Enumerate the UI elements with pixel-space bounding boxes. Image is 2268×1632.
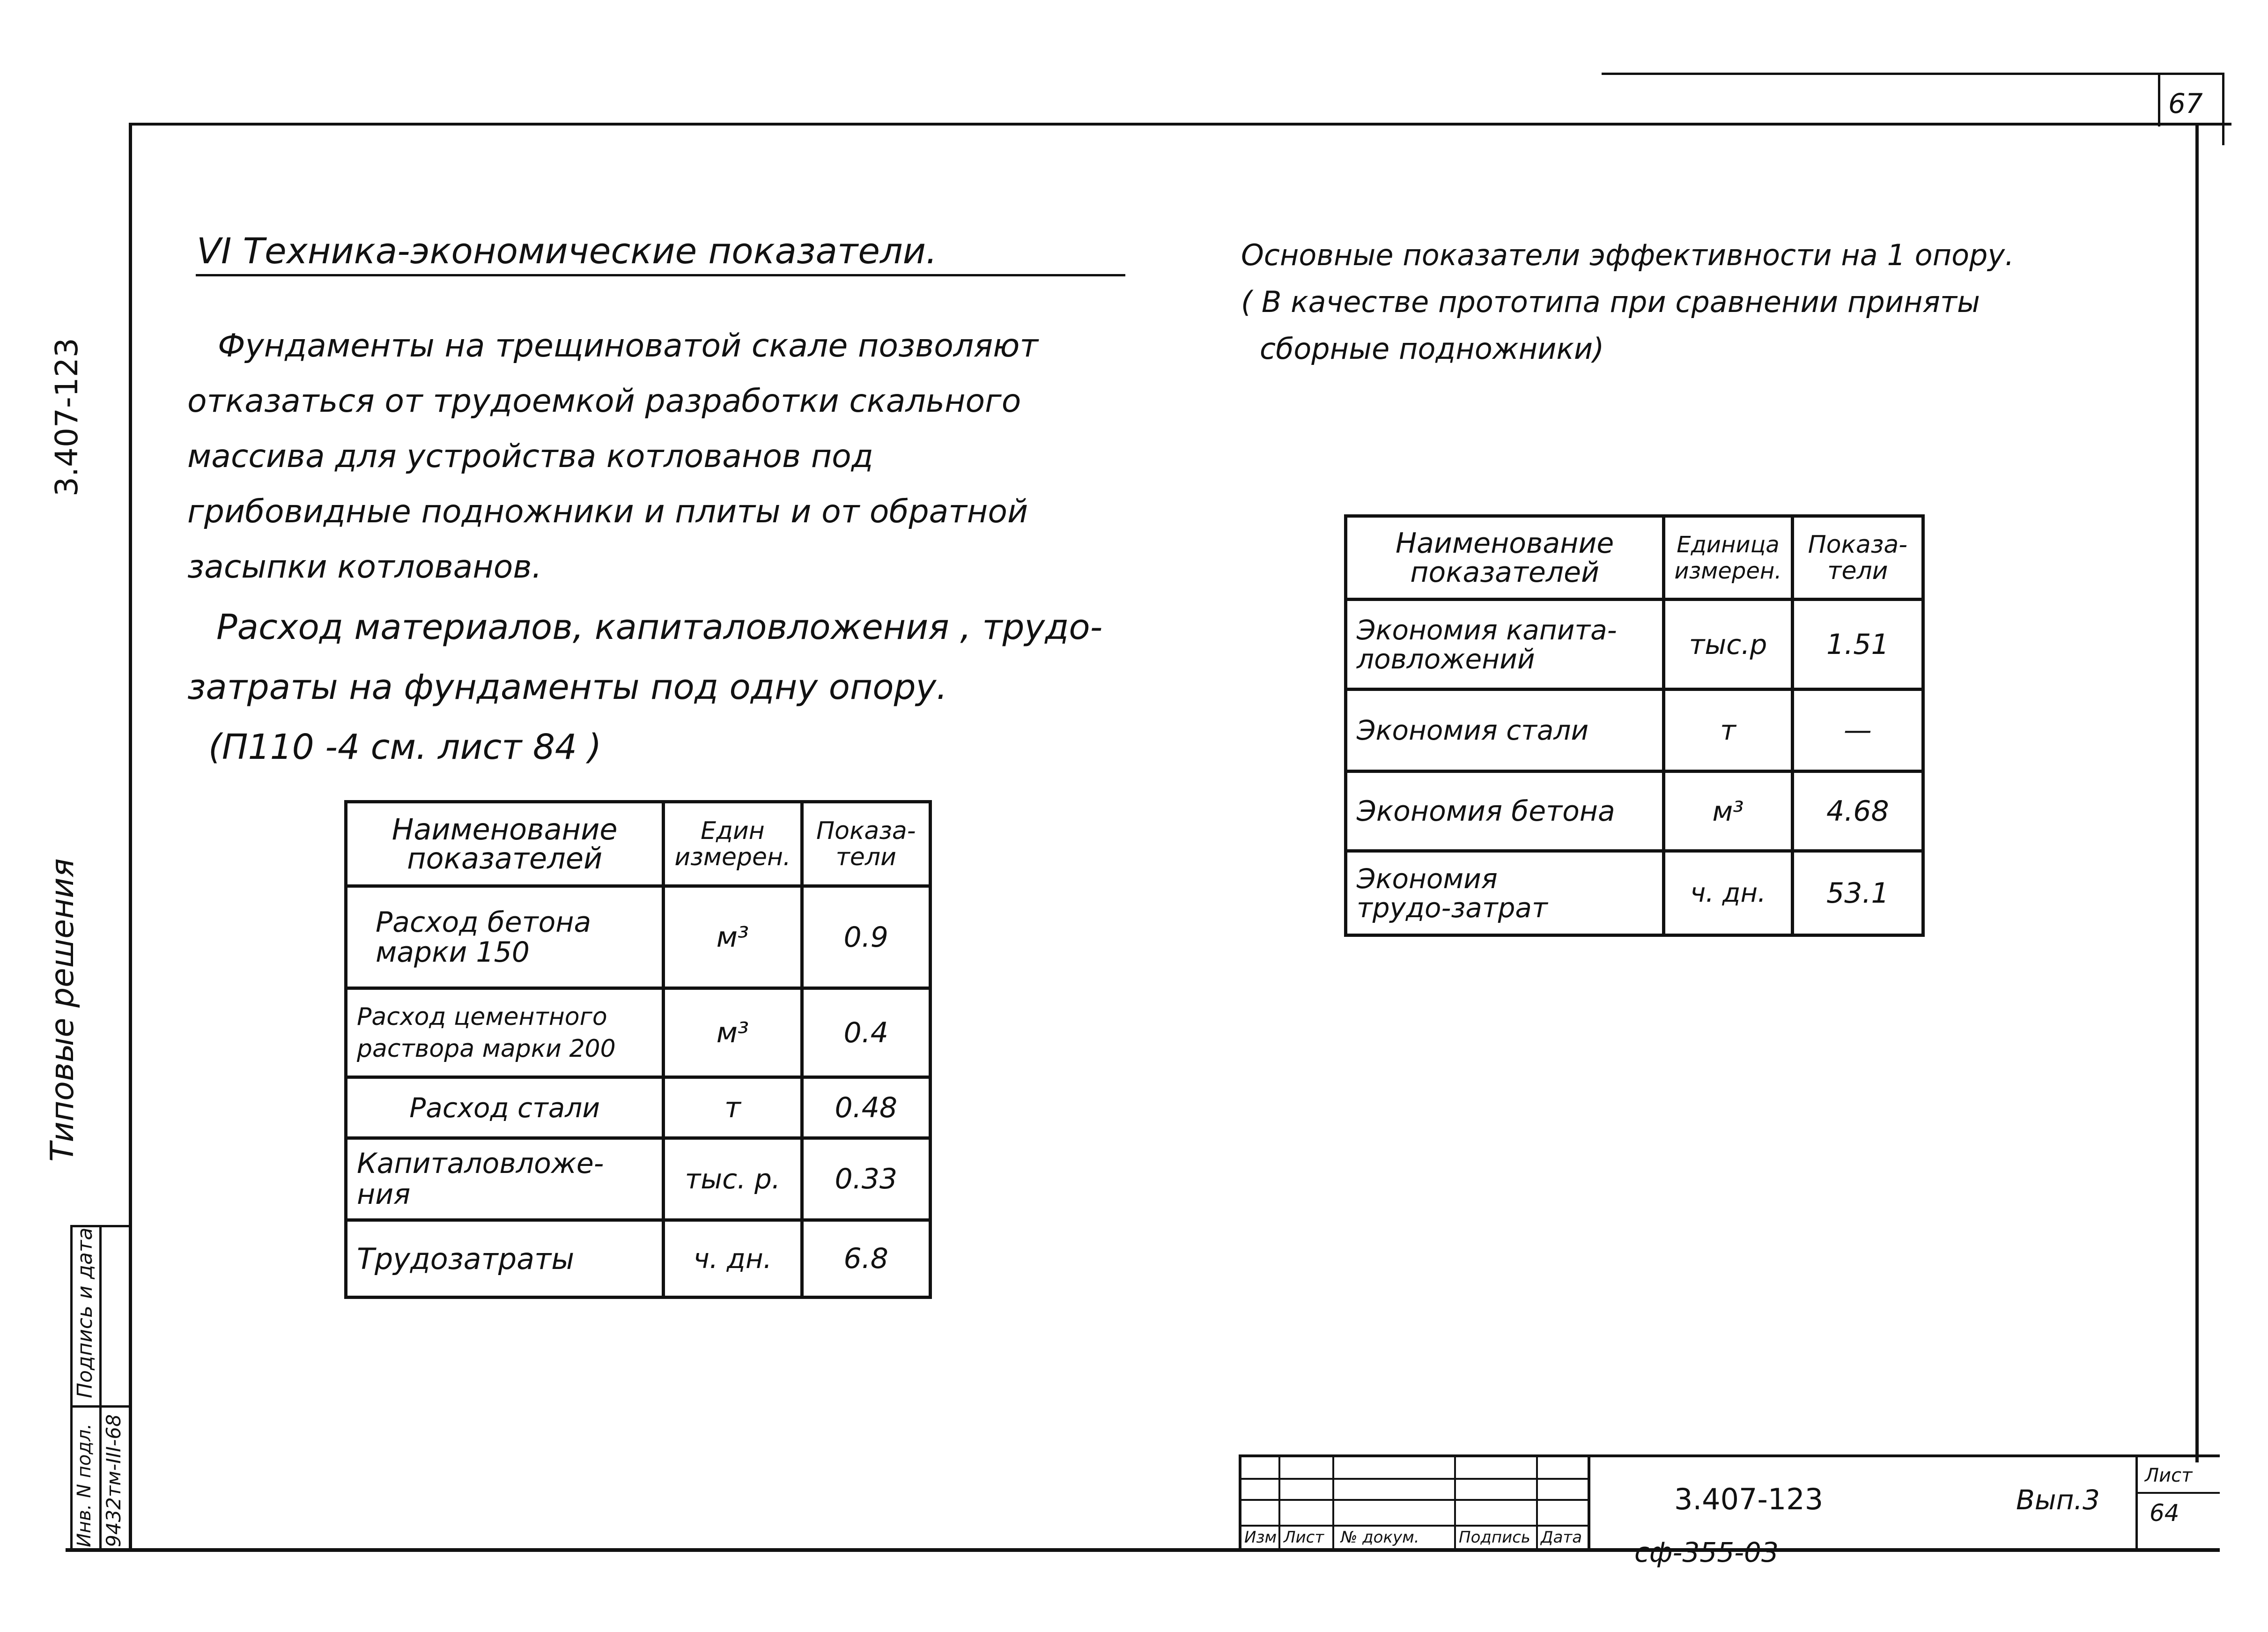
- table-row: [346, 1077, 931, 1138]
- materials-heading-line: Расход материалов, капиталовложения , трудо-: [216, 607, 1103, 647]
- table-row: [346, 886, 931, 988]
- header-cell: Наименование показателей: [346, 802, 664, 886]
- table-row: [1346, 851, 1923, 935]
- right-border: [2195, 123, 2199, 1462]
- cell-unit: т: [1664, 690, 1792, 771]
- intro-line: отказаться от трудоемкой разработки скального: [187, 383, 1021, 420]
- materials-heading-line: (П110 -4 см. лист 84 ): [208, 727, 602, 767]
- tb-sheet-number: 64: [2150, 1499, 2179, 1527]
- page-number-box-right: [2222, 73, 2224, 145]
- cell-name: Расход стали: [346, 1077, 664, 1138]
- efficiency-heading-line: сборные подножники): [1260, 332, 1604, 366]
- efficiency-heading-line: ( В качестве прототипа при сравнении приняты: [1241, 285, 1980, 319]
- tb-label-date: Дата: [1541, 1528, 1582, 1547]
- tb-sheet-label: Лист: [2145, 1465, 2193, 1486]
- section-title-underline: [196, 274, 1125, 276]
- cell-name: Капиталовложе-ния: [346, 1138, 664, 1220]
- cell-unit: тыс. р.: [664, 1138, 802, 1220]
- tb-label-doc: № докум.: [1341, 1528, 1419, 1547]
- cell-unit: м³: [1664, 771, 1792, 851]
- tb-label-sign: Подпись: [1459, 1528, 1530, 1547]
- cell-unit: м³: [664, 886, 802, 988]
- top-short-border: [1602, 73, 2224, 75]
- cell-unit: ч. дн.: [1664, 851, 1792, 935]
- cell-name: Расход бетона марки 150: [346, 886, 664, 988]
- page-number-box-left: [2158, 73, 2160, 126]
- cell-value: —: [1792, 690, 1923, 771]
- intro-line: засыпки котлованов.: [187, 549, 542, 586]
- tb-row3: [1239, 1525, 1588, 1527]
- cell-name: Экономия стали: [1346, 690, 1664, 771]
- top-border: [129, 123, 2231, 126]
- table-header-row: [346, 802, 931, 886]
- side-stamp: [70, 1225, 131, 1550]
- cell-unit: м³: [664, 988, 802, 1077]
- intro-line: Фундаменты на трещиноватой скале позволяют: [218, 327, 1039, 364]
- intro-line: массива для устройства котлованов под: [187, 438, 873, 475]
- tb-label-izm: Изм: [1244, 1528, 1277, 1547]
- cell-value: 4.68: [1792, 771, 1923, 851]
- tb-sheet-row: [2135, 1492, 2220, 1494]
- table-row: [346, 1220, 931, 1298]
- cell-value: 6.8: [802, 1220, 930, 1298]
- tb-doc-code: 3.407-123: [1674, 1482, 1824, 1516]
- header-cell: Показа-тели: [1792, 516, 1923, 600]
- tb-col5: [1588, 1454, 1590, 1550]
- table-row: [1346, 600, 1923, 690]
- intro-line: грибовидные подножники и плиты и от обратной: [187, 493, 1028, 530]
- cell-unit: тыс.р: [1664, 600, 1792, 690]
- cell-value: 53.1: [1792, 851, 1923, 935]
- tb-left: [1239, 1454, 1241, 1550]
- side-stamp-divider: [70, 1405, 131, 1408]
- table-row: [1346, 690, 1923, 771]
- side-code: 3.407-123: [49, 338, 85, 497]
- tb-row1: [1239, 1478, 1588, 1480]
- cell-value: 1.51: [1792, 600, 1923, 690]
- side-stamp-inv-value: 9432тм-III-68: [102, 1414, 125, 1547]
- tb-label-list: Лист: [1284, 1528, 1324, 1547]
- tb-sheet-col: [2135, 1454, 2138, 1550]
- cell-name: Экономия трудо-затрат: [1346, 851, 1664, 935]
- cell-value: 0.9: [802, 886, 930, 988]
- tb-row2: [1239, 1499, 1588, 1501]
- cell-name: Расход цементного раствора марки 200: [346, 988, 664, 1077]
- side-series: Типовые решения: [44, 858, 81, 1162]
- tb-top: [1239, 1454, 2220, 1457]
- header-cell: Един измерен.: [664, 802, 802, 886]
- side-stamp-border-left: [70, 1225, 73, 1550]
- table-row: [346, 1138, 931, 1220]
- header-cell: Наименование показателей: [1346, 516, 1664, 600]
- side-stamp-border-mid: [99, 1225, 102, 1550]
- page-number: 67: [2168, 88, 2203, 119]
- efficiency-heading-line: Основные показатели эффективности на 1 опору.: [1241, 238, 2014, 272]
- cell-unit: т: [664, 1077, 802, 1138]
- materials-table: [344, 800, 932, 1299]
- materials-heading-line: затраты на фундаменты под одну опору.: [187, 667, 947, 707]
- tb-col4: [1536, 1454, 1538, 1550]
- side-stamp-inv-label: Инв. N подл.: [74, 1423, 95, 1547]
- efficiency-table: [1344, 514, 1925, 937]
- bottom-stamp: сф-355-03: [1634, 1536, 1779, 1568]
- header-cell: Показа-тели: [802, 802, 930, 886]
- materials-heading: [187, 597, 1102, 777]
- table-row: [1346, 771, 1923, 851]
- tb-issue: Вып.3: [2016, 1484, 2100, 1516]
- cell-unit: ч. дн.: [664, 1220, 802, 1298]
- intro-paragraph: [187, 319, 1038, 595]
- tb-col2: [1332, 1454, 1334, 1550]
- header-cell: Единица измерен.: [1664, 516, 1792, 600]
- tb-col3: [1454, 1454, 1456, 1550]
- efficiency-heading: [1241, 232, 2014, 372]
- cell-value: 0.33: [802, 1138, 930, 1220]
- cell-name: Экономия капита-ловложений: [1346, 600, 1664, 690]
- table-row: [346, 988, 931, 1077]
- section-title: VI Техника-экономические показатели.: [197, 230, 938, 272]
- cell-name: Экономия бетона: [1346, 771, 1664, 851]
- cell-value: 0.4: [802, 988, 930, 1077]
- cell-name: Трудозатраты: [346, 1220, 664, 1298]
- table-header-row: [1346, 516, 1923, 600]
- side-stamp-border-top: [70, 1225, 131, 1227]
- tb-col1: [1278, 1454, 1280, 1550]
- cell-value: 0.48: [802, 1077, 930, 1138]
- side-stamp-sign-label: Подпись и дата: [73, 1227, 97, 1398]
